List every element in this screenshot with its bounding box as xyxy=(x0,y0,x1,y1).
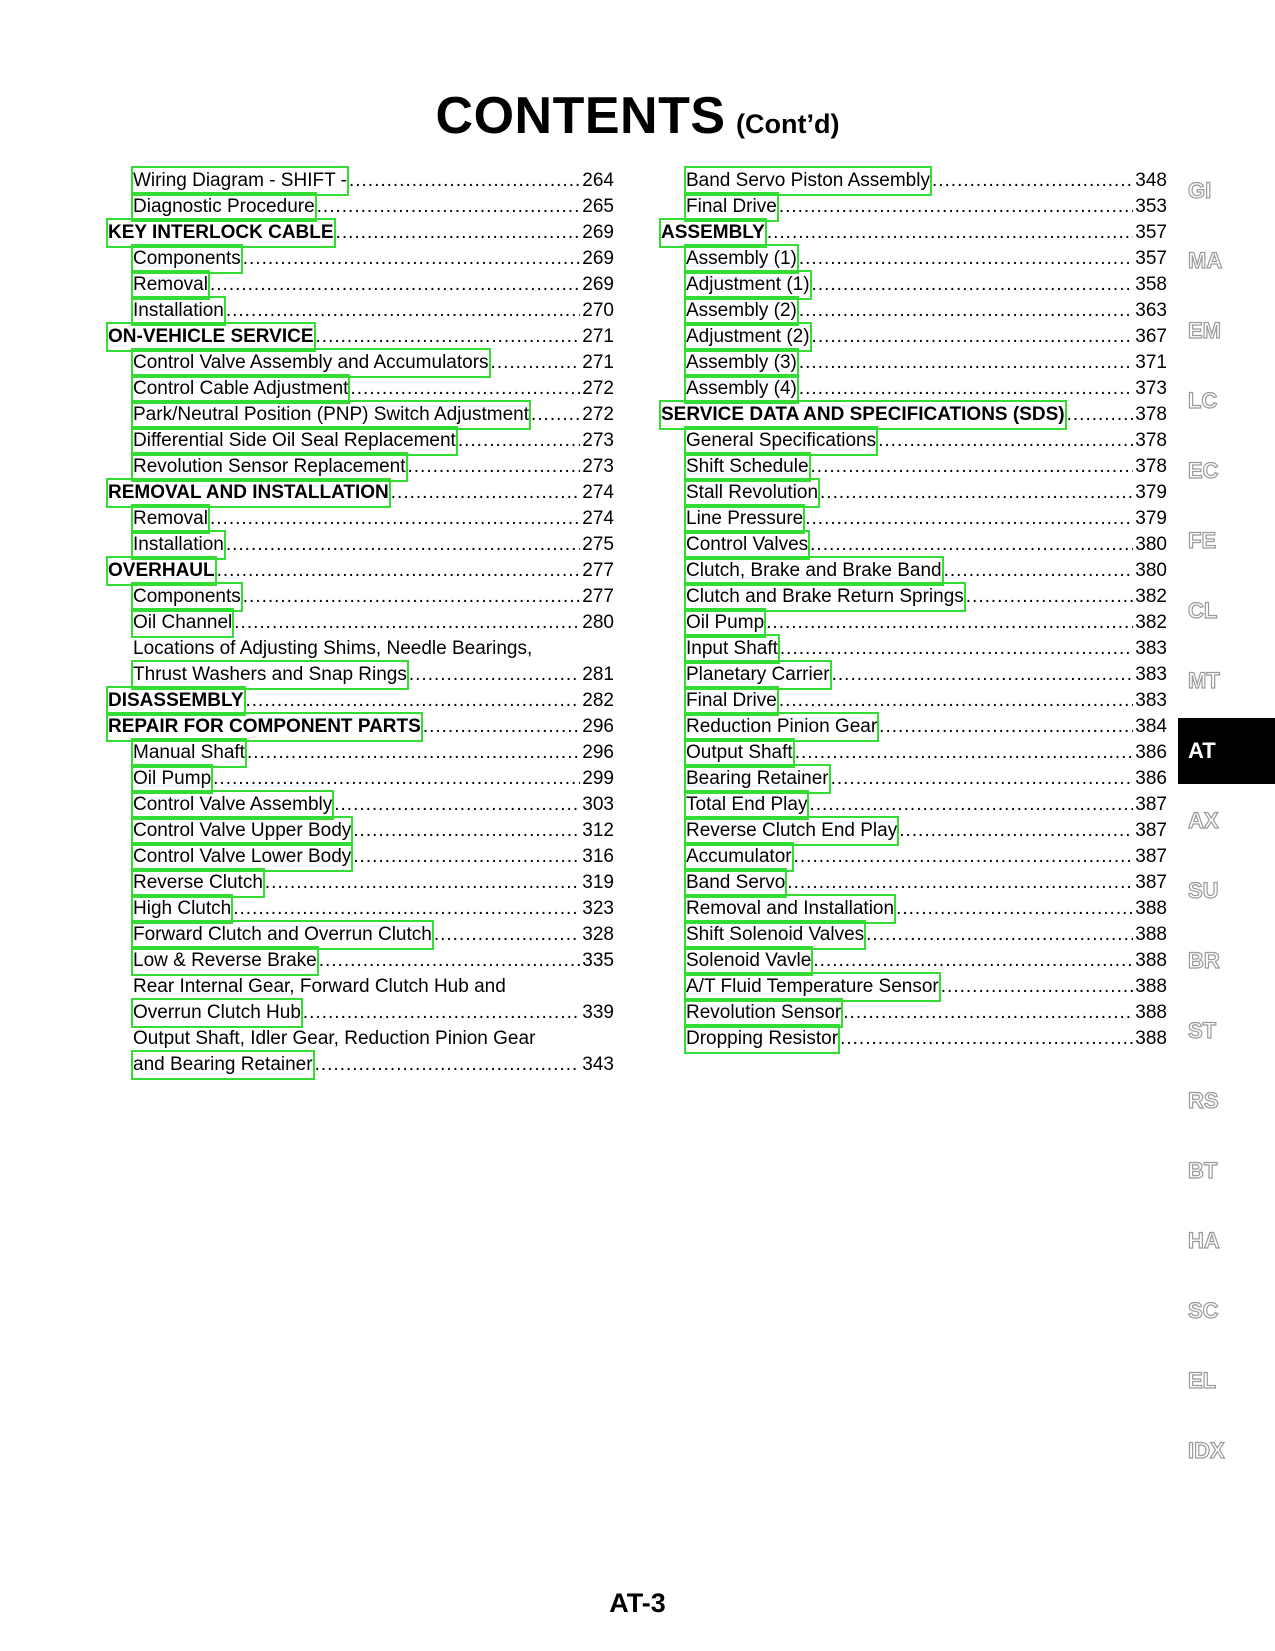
section-tab-ha[interactable]: HA xyxy=(1188,1228,1220,1253)
section-tab-rs[interactable]: RS xyxy=(1188,1088,1219,1113)
dot-leader xyxy=(349,168,580,194)
toc-entry[interactable] xyxy=(108,506,614,532)
dot-leader xyxy=(319,948,581,974)
dot-leader xyxy=(799,298,1133,324)
toc-entry-label[interactable]: Control Valve Lower Body xyxy=(133,844,351,870)
toc-entry[interactable] xyxy=(661,636,1167,662)
dot-leader xyxy=(336,220,581,246)
toc-entry[interactable] xyxy=(108,168,614,194)
toc-entry-page: 380 xyxy=(1135,560,1167,581)
dot-leader xyxy=(799,350,1133,376)
toc-entry[interactable] xyxy=(108,1000,614,1026)
dot-leader xyxy=(813,948,1133,974)
toc-entry-page: 388 xyxy=(1135,1002,1167,1023)
toc-entry-page: 387 xyxy=(1135,846,1167,867)
toc-entry[interactable] xyxy=(661,974,1167,1000)
dot-leader xyxy=(805,506,1133,532)
section-tab-at[interactable]: AT xyxy=(1178,718,1275,784)
dot-leader xyxy=(391,480,581,506)
toc-entry-page: 316 xyxy=(582,846,614,867)
dot-leader xyxy=(234,610,580,636)
toc-entry[interactable] xyxy=(108,376,614,402)
toc-entry[interactable] xyxy=(108,922,614,948)
toc-entry[interactable] xyxy=(108,480,614,506)
toc-entry-page: 386 xyxy=(1135,742,1167,763)
section-tab-fe[interactable]: FE xyxy=(1188,528,1217,553)
toc-entry[interactable] xyxy=(661,272,1167,298)
section-tab-sc[interactable]: SC xyxy=(1188,1298,1219,1323)
toc-entry-page: 277 xyxy=(582,560,614,581)
toc-entry[interactable] xyxy=(108,272,614,298)
toc-entry[interactable] xyxy=(108,610,614,636)
dot-leader xyxy=(932,168,1133,194)
section-tab-lc[interactable]: LC xyxy=(1188,388,1218,413)
toc-entry[interactable] xyxy=(108,792,614,818)
toc-entry-label[interactable]: Installation xyxy=(133,298,224,324)
dot-leader xyxy=(766,610,1133,636)
toc-entry-label[interactable]: Control Valve Upper Body xyxy=(133,818,351,844)
toc-entry[interactable] xyxy=(661,194,1167,220)
dot-leader xyxy=(210,506,580,532)
section-tab-gi[interactable]: GI xyxy=(1188,178,1212,203)
toc-entry-page: 271 xyxy=(582,352,614,373)
dot-leader xyxy=(334,792,580,818)
dot-leader xyxy=(941,974,1134,1000)
toc-entry[interactable] xyxy=(661,896,1167,922)
toc-entry-label[interactable]: Reverse Clutch xyxy=(133,870,263,896)
toc-entry-label[interactable]: Installation xyxy=(133,532,224,558)
dot-leader xyxy=(317,194,581,220)
toc-entry-label[interactable]: Control Cable Adjustment xyxy=(133,376,348,402)
dot-leader xyxy=(899,818,1133,844)
dot-leader xyxy=(458,428,580,454)
dot-leader xyxy=(787,870,1133,896)
toc-entry[interactable] xyxy=(108,662,614,688)
dot-leader xyxy=(226,532,580,558)
toc-entry-page: 379 xyxy=(1135,482,1167,503)
toc-entry-label[interactable]: Shift Solenoid Valves xyxy=(686,922,864,948)
title-main: CONTENTS xyxy=(435,87,726,145)
toc-entry-page: 274 xyxy=(582,508,614,529)
toc-entry-page: 380 xyxy=(1135,534,1167,555)
dot-leader xyxy=(866,922,1133,948)
toc-entry-page: 296 xyxy=(582,716,614,737)
dot-leader xyxy=(243,584,581,610)
toc-entry-label[interactable]: Assembly (4) xyxy=(686,376,797,402)
toc-entry[interactable] xyxy=(108,558,614,584)
toc-entry[interactable] xyxy=(661,558,1167,584)
toc-entry-page: 299 xyxy=(582,768,614,789)
toc-entry-label[interactable]: and Bearing Retainer xyxy=(133,1052,313,1078)
toc-entry[interactable] xyxy=(661,402,1167,428)
toc-entry-label[interactable]: Adjustment (1) xyxy=(686,272,810,298)
toc-entry-label[interactable]: Control Valve Assembly and Accumulators xyxy=(133,350,489,376)
toc-entry-label[interactable]: Dropping Resistor xyxy=(686,1026,838,1052)
toc-entry-page: 264 xyxy=(582,170,614,191)
toc-entry-label[interactable]: Planetary Carrier xyxy=(686,662,830,688)
toc-entry-label[interactable]: OVERHAUL xyxy=(108,558,215,584)
toc-entry-page: 388 xyxy=(1135,950,1167,971)
toc-entry-label[interactable]: Final Drive xyxy=(686,688,777,714)
toc-entry[interactable] xyxy=(661,610,1167,636)
toc-entry[interactable] xyxy=(661,818,1167,844)
toc-entry-page: 273 xyxy=(582,456,614,477)
toc-entry[interactable] xyxy=(108,1052,614,1078)
toc-entry-page: 348 xyxy=(1135,170,1167,191)
toc-entry-label[interactable]: Bearing Retainer xyxy=(686,766,829,792)
toc-column-left xyxy=(108,168,614,1078)
toc-entry-page: 271 xyxy=(582,326,614,347)
toc-entry-label[interactable]: Oil Channel xyxy=(133,610,232,636)
toc-entry-page: 273 xyxy=(582,430,614,451)
toc-entry[interactable] xyxy=(108,220,614,246)
toc-entry-label[interactable]: Band Servo xyxy=(686,870,785,896)
dot-leader xyxy=(879,714,1133,740)
toc-entry-label[interactable]: Differential Side Oil Seal Replacement xyxy=(133,428,456,454)
toc-entry-label[interactable]: REPAIR FOR COMPONENT PARTS xyxy=(108,714,421,740)
toc-entry-page: 383 xyxy=(1135,664,1167,685)
dot-leader xyxy=(531,402,580,428)
toc-entry[interactable] xyxy=(661,246,1167,272)
toc-entry-page: 265 xyxy=(582,196,614,217)
toc-entry-label[interactable]: Diagnostic Procedure xyxy=(133,194,315,220)
dot-leader xyxy=(491,350,581,376)
toc-entry-page: 382 xyxy=(1135,586,1167,607)
toc-entry[interactable] xyxy=(108,194,614,220)
toc-entry[interactable] xyxy=(661,220,1167,246)
dot-leader xyxy=(408,454,581,480)
toc-entry-label[interactable]: Band Servo Piston Assembly xyxy=(686,168,930,194)
toc-entry-page: 382 xyxy=(1135,612,1167,633)
page-title xyxy=(0,86,1275,146)
dot-leader xyxy=(799,246,1133,272)
toc-entry[interactable] xyxy=(661,506,1167,532)
toc-entry-page: 270 xyxy=(582,300,614,321)
toc-entry-label[interactable]: ON-VEHICLE SERVICE xyxy=(108,324,314,350)
dot-leader xyxy=(780,636,1133,662)
toc-entry-page: 379 xyxy=(1135,508,1167,529)
section-tab-su[interactable]: SU xyxy=(1188,878,1219,903)
toc-entry[interactable] xyxy=(661,688,1167,714)
dot-leader xyxy=(350,376,580,402)
toc-entry-label[interactable]: Overrun Clutch Hub xyxy=(133,1000,301,1026)
dot-leader xyxy=(944,558,1134,584)
dot-leader xyxy=(812,324,1134,350)
toc-entry[interactable] xyxy=(108,246,614,272)
dot-leader xyxy=(795,740,1134,766)
toc-entry-label[interactable]: Total End Play xyxy=(686,792,807,818)
dot-leader xyxy=(303,1000,580,1026)
toc-entry[interactable] xyxy=(108,454,614,480)
toc-entry[interactable] xyxy=(661,662,1167,688)
toc-entry-page: 388 xyxy=(1135,976,1167,997)
toc-entry-page: 378 xyxy=(1135,430,1167,451)
dot-leader xyxy=(811,454,1134,480)
dot-leader xyxy=(878,428,1133,454)
toc-entry[interactable] xyxy=(661,844,1167,870)
toc-entry-page: 323 xyxy=(582,898,614,919)
section-tab-el[interactable]: EL xyxy=(1188,1368,1217,1393)
toc-entry-label[interactable]: General Specifications xyxy=(686,428,876,454)
toc-entry-label[interactable]: Input Shaft xyxy=(686,636,778,662)
toc-entry-page: 282 xyxy=(582,690,614,711)
toc-entry-label[interactable]: Assembly (3) xyxy=(686,350,797,376)
dot-leader xyxy=(226,298,580,324)
toc-column-right xyxy=(661,168,1167,1052)
section-tab-st[interactable]: ST xyxy=(1188,1018,1217,1043)
toc-entry[interactable] xyxy=(661,532,1167,558)
toc-entry[interactable] xyxy=(661,1000,1167,1026)
section-tab-br[interactable]: BR xyxy=(1188,948,1220,973)
toc-entry-label[interactable]: Output Shaft, Idler Gear, Reduction Pinion Gear xyxy=(133,1028,536,1049)
section-tab-ec[interactable]: EC xyxy=(1188,458,1219,483)
toc-entry-page: 312 xyxy=(582,820,614,841)
toc-entry-page: 277 xyxy=(582,586,614,607)
toc-entry-label[interactable]: Clutch and Brake Return Springs xyxy=(686,584,964,610)
toc-entry[interactable] xyxy=(108,324,614,350)
toc-entry[interactable] xyxy=(108,844,614,870)
toc-entry-label[interactable]: Low & Reverse Brake xyxy=(133,948,317,974)
dot-leader xyxy=(265,870,580,896)
toc-entry-page: 296 xyxy=(582,742,614,763)
toc-entry-page: 388 xyxy=(1135,1028,1167,1049)
toc-entry[interactable] xyxy=(108,896,614,922)
toc-entry-page: 384 xyxy=(1135,716,1167,737)
toc-entry-label[interactable]: Revolution Sensor Replacement xyxy=(133,454,406,480)
toc-entry-page: 272 xyxy=(582,404,614,425)
dot-leader xyxy=(316,324,581,350)
toc-entry-label[interactable]: Locations of Adjusting Shims, Needle Bearings, xyxy=(133,638,533,659)
toc-entry-page: 328 xyxy=(582,924,614,945)
toc-entry[interactable] xyxy=(108,948,614,974)
toc-entry-page: 383 xyxy=(1135,638,1167,659)
toc-entry-label[interactable]: Shift Schedule xyxy=(686,454,809,480)
toc-entry-page: 275 xyxy=(582,534,614,555)
toc-entry-label[interactable]: Assembly (1) xyxy=(686,246,797,272)
toc-entry-label[interactable]: Stall Revolution xyxy=(686,480,818,506)
toc-entry[interactable] xyxy=(108,766,614,792)
dot-leader xyxy=(246,688,581,714)
section-tab-em[interactable]: EM xyxy=(1188,318,1221,343)
dot-leader xyxy=(843,1000,1133,1026)
dot-leader xyxy=(809,792,1133,818)
toc-entry-label[interactable]: Rear Internal Gear, Forward Clutch Hub and xyxy=(133,976,506,997)
toc-entry-label[interactable]: Adjustment (2) xyxy=(686,324,810,350)
toc-entry-label[interactable]: Components xyxy=(133,584,241,610)
toc-entry-label[interactable]: Oil Pump xyxy=(133,766,211,792)
toc-entry-page: 383 xyxy=(1135,690,1167,711)
toc-entry-page: 388 xyxy=(1135,898,1167,919)
toc-entry[interactable] xyxy=(661,740,1167,766)
toc-entry[interactable] xyxy=(108,428,614,454)
toc-entry[interactable] xyxy=(661,376,1167,402)
toc-entry[interactable] xyxy=(661,792,1167,818)
toc-entry[interactable] xyxy=(108,818,614,844)
toc-entry-label[interactable]: Revolution Sensor xyxy=(686,1000,841,1026)
toc-entry[interactable] xyxy=(108,974,614,1000)
dot-leader xyxy=(210,272,580,298)
toc-entry[interactable] xyxy=(661,1026,1167,1052)
toc-entry[interactable] xyxy=(661,714,1167,740)
toc-entry-page: 387 xyxy=(1135,872,1167,893)
toc-entry-page: 373 xyxy=(1135,378,1167,399)
toc-entry[interactable] xyxy=(108,636,614,662)
toc-entry-page: 367 xyxy=(1135,326,1167,347)
toc-entry[interactable] xyxy=(661,350,1167,376)
toc-entry-label[interactable]: Clutch, Brake and Brake Band xyxy=(686,558,942,584)
toc-entry-page: 274 xyxy=(582,482,614,503)
dot-leader xyxy=(840,1026,1133,1052)
dot-leader xyxy=(353,818,580,844)
dot-leader xyxy=(820,480,1133,506)
toc-entry-label[interactable]: DISASSEMBLY xyxy=(108,688,244,714)
toc-entry-label[interactable]: Manual Shaft xyxy=(133,740,245,766)
toc-entry-page: 388 xyxy=(1135,924,1167,945)
toc-entry-page: 319 xyxy=(582,872,614,893)
dot-leader xyxy=(831,766,1134,792)
dot-leader xyxy=(767,220,1133,246)
dot-leader xyxy=(966,584,1134,610)
toc-entry[interactable] xyxy=(661,922,1167,948)
dot-leader xyxy=(794,844,1134,870)
toc-entry[interactable] xyxy=(661,428,1167,454)
dot-leader xyxy=(353,844,580,870)
toc-entry-label[interactable]: SERVICE DATA AND SPECIFICATIONS (SDS) xyxy=(661,402,1065,428)
toc-entry[interactable] xyxy=(661,454,1167,480)
toc-entry[interactable] xyxy=(108,350,614,376)
dot-leader xyxy=(832,662,1134,688)
toc-entry-page: 339 xyxy=(582,1002,614,1023)
dot-leader xyxy=(812,272,1134,298)
toc-entry-label[interactable]: Components xyxy=(133,246,241,272)
toc-entry-page: 357 xyxy=(1135,248,1167,269)
toc-entry[interactable] xyxy=(661,766,1167,792)
dot-leader xyxy=(423,714,580,740)
page-number: AT-3 xyxy=(609,1588,666,1618)
toc-entry[interactable] xyxy=(108,584,614,610)
toc-entry-page: 272 xyxy=(582,378,614,399)
dot-leader xyxy=(315,1052,581,1078)
toc-entry[interactable] xyxy=(661,480,1167,506)
toc-entry-label[interactable]: Line Pressure xyxy=(686,506,803,532)
toc-entry[interactable] xyxy=(661,584,1167,610)
toc-entry-page: 280 xyxy=(582,612,614,633)
dot-leader xyxy=(217,558,581,584)
section-tab-cl[interactable]: CL xyxy=(1188,598,1218,623)
dot-leader xyxy=(247,740,580,766)
toc-entry[interactable] xyxy=(661,168,1167,194)
toc-entry-label[interactable]: A/T Fluid Temperature Sensor xyxy=(686,974,939,1000)
section-tab-idx[interactable]: IDX xyxy=(1188,1438,1225,1463)
toc-entry-label[interactable]: Wiring Diagram - SHIFT - xyxy=(133,168,347,194)
toc-entry-page: 269 xyxy=(582,222,614,243)
toc-entry[interactable] xyxy=(108,688,614,714)
toc-entry-label[interactable]: Thrust Washers and Snap Rings xyxy=(133,662,407,688)
dot-leader xyxy=(779,194,1133,220)
toc-entry-label[interactable]: Removal xyxy=(133,506,208,532)
dot-leader xyxy=(409,662,580,688)
toc-entry-page: 357 xyxy=(1135,222,1167,243)
toc-entry-label[interactable]: Removal and Installation xyxy=(686,896,894,922)
toc-entry-page: 378 xyxy=(1135,404,1167,425)
toc-entry-label[interactable]: Forward Clutch and Overrun Clutch xyxy=(133,922,432,948)
toc-entry-page: 269 xyxy=(582,274,614,295)
toc-entry[interactable] xyxy=(108,298,614,324)
toc-entry-label[interactable]: High Clutch xyxy=(133,896,231,922)
toc-entry-label[interactable]: REMOVAL AND INSTALLATION xyxy=(108,480,389,506)
toc-entry[interactable] xyxy=(108,402,614,428)
toc-entry-label[interactable]: Oil Pump xyxy=(686,610,764,636)
section-tab-ma[interactable]: MA xyxy=(1188,248,1223,273)
toc-entry-label[interactable]: ASSEMBLY xyxy=(661,220,765,246)
dot-leader xyxy=(1067,402,1134,428)
toc-entry-page: 335 xyxy=(582,950,614,971)
toc-entry-page: 343 xyxy=(582,1054,614,1075)
section-tab-bt[interactable]: BT xyxy=(1188,1158,1218,1183)
toc-entry-page: 358 xyxy=(1135,274,1167,295)
toc-entry-page: 303 xyxy=(582,794,614,815)
dot-leader xyxy=(243,246,581,272)
toc-entry-label[interactable]: Control Valve Assembly xyxy=(133,792,332,818)
toc-entry-page: 378 xyxy=(1135,456,1167,477)
toc-entry-label[interactable]: KEY INTERLOCK CABLE xyxy=(108,220,334,246)
toc-entry-label[interactable]: Output Shaft xyxy=(686,740,793,766)
toc-entry-label[interactable]: Accumulator xyxy=(686,844,792,870)
toc-entry-page: 387 xyxy=(1135,820,1167,841)
toc-entry-page: 269 xyxy=(582,248,614,269)
toc-entry-page: 281 xyxy=(582,664,614,685)
toc-entry[interactable] xyxy=(108,1026,614,1052)
toc-entry[interactable] xyxy=(108,532,614,558)
toc-entry[interactable] xyxy=(661,870,1167,896)
toc-entry[interactable] xyxy=(661,298,1167,324)
toc-entry[interactable] xyxy=(108,714,614,740)
section-tabs xyxy=(1178,156,1275,1486)
section-tab-mt[interactable]: MT xyxy=(1188,668,1220,693)
toc-entry-label[interactable]: Removal xyxy=(133,272,208,298)
section-tab-ax[interactable]: AX xyxy=(1188,808,1219,833)
toc-entry-page: 386 xyxy=(1135,768,1167,789)
toc-entry-page: 353 xyxy=(1135,196,1167,217)
toc-entry-page: 387 xyxy=(1135,794,1167,815)
dot-leader xyxy=(896,896,1133,922)
toc-entry[interactable] xyxy=(661,948,1167,974)
toc-entry-label[interactable]: Reverse Clutch End Play xyxy=(686,818,897,844)
toc-entry[interactable] xyxy=(108,870,614,896)
dot-leader xyxy=(799,376,1133,402)
toc-entry[interactable] xyxy=(661,324,1167,350)
toc-entry-page: 371 xyxy=(1135,352,1167,373)
title-sub: (Cont’d) xyxy=(736,109,840,139)
toc-entry-label[interactable]: Assembly (2) xyxy=(686,298,797,324)
dot-leader xyxy=(233,896,580,922)
dot-leader xyxy=(810,532,1133,558)
toc-entry[interactable] xyxy=(108,740,614,766)
dot-leader xyxy=(213,766,580,792)
toc-entry-label[interactable]: Solenoid Vavle xyxy=(686,948,811,974)
toc-entry-label[interactable]: Reduction Pinion Gear xyxy=(686,714,877,740)
toc-entry-label[interactable]: Control Valves xyxy=(686,532,808,558)
dot-leader xyxy=(779,688,1133,714)
toc-entry-page: 363 xyxy=(1135,300,1167,321)
dot-leader xyxy=(434,922,580,948)
toc-entry-label[interactable]: Park/Neutral Position (PNP) Switch Adjustment xyxy=(133,402,529,428)
toc-entry-label[interactable]: Final Drive xyxy=(686,194,777,220)
